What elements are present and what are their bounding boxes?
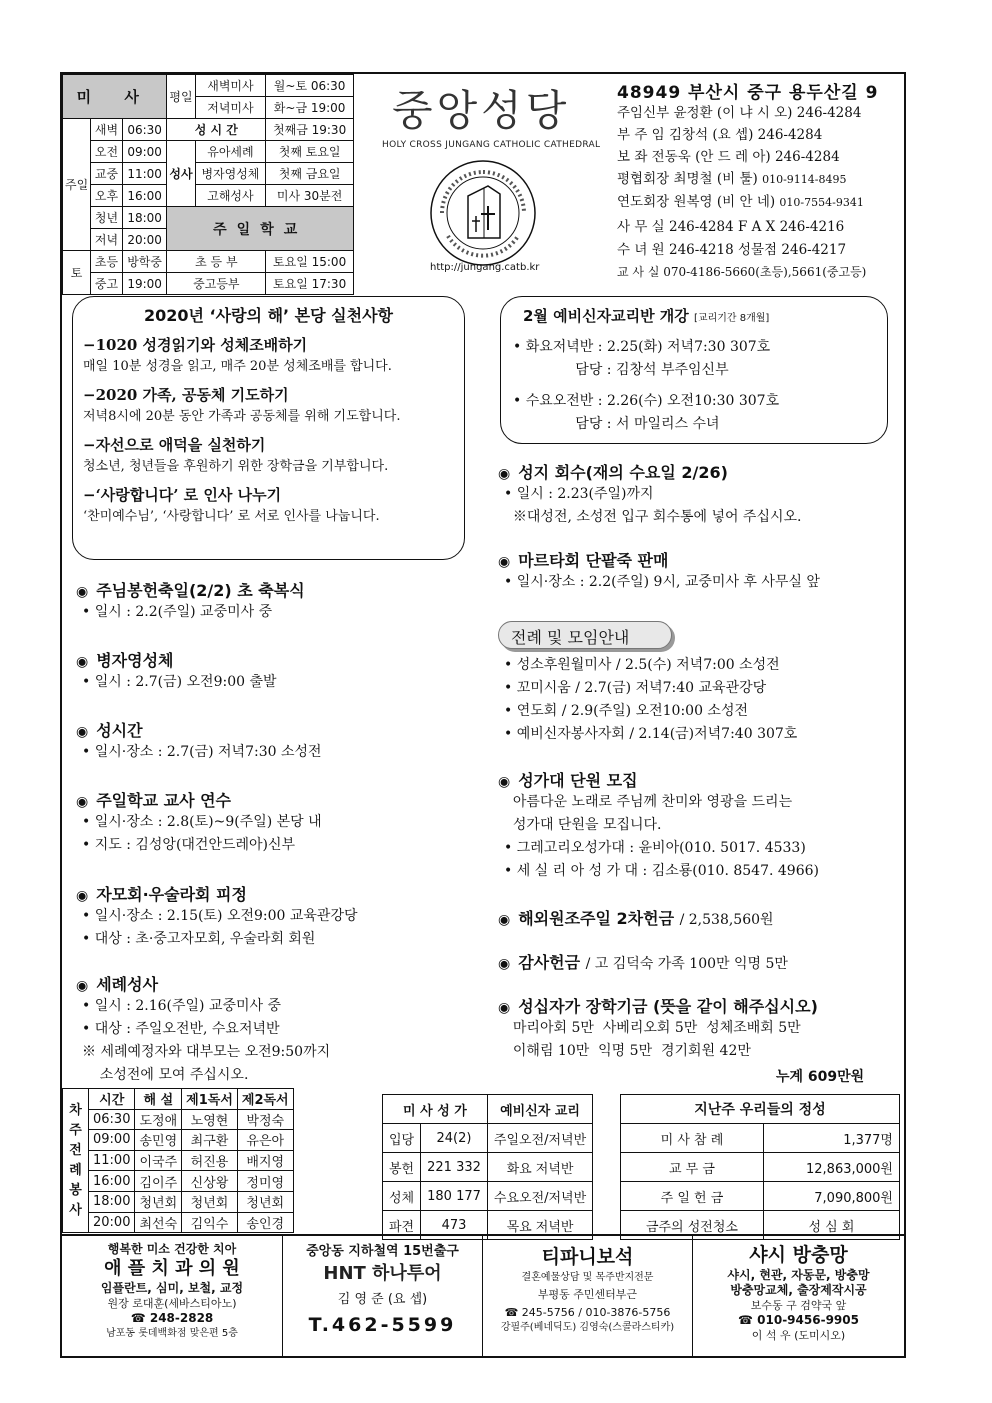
weekday-label: 평일	[167, 75, 195, 119]
love-item-desc: ‘찬미예수님’, ‘사랑합니다’ 로 서로 인사를 나눕니다.	[83, 509, 380, 524]
ads-strip	[62, 1234, 904, 1356]
notice-line: 소성전에 모여 주십시오.	[82, 1067, 249, 1083]
catechumen-row: 담당 : 김창석 부주임신부	[513, 362, 729, 378]
love-item	[83, 484, 454, 524]
notice-holy-hour: ◉ 성시간 • 일시·장소 : 2.7(금) 저녁7:30 소성전	[76, 718, 322, 764]
notice-line: • 일시·장소 : 2.2(주일) 9시, 교중미사 후 사무실 앞	[504, 574, 820, 590]
notice-line: • 일시 : 2.7(금) 오전9:00 출발	[82, 674, 277, 690]
mass-hymn-table	[382, 1094, 593, 1240]
catechumen-row: • 화요저녁반 : 2.25(화) 저녁7:30 307호	[513, 339, 771, 355]
notice-bullet-icon: ◉	[498, 1000, 511, 1016]
sunday-row-label: 새벽	[91, 119, 123, 141]
staff-row: 부 주 임 김창석 (요 셉) 246-4284	[617, 127, 823, 143]
saturday-row-label: 초등	[91, 251, 123, 273]
table-row: 미 사 참 례 1,377명	[621, 1124, 900, 1153]
parish-address: 48949 부산시 중구 용두산길 9	[617, 83, 879, 103]
sunday-row-label: 저녁	[91, 229, 123, 251]
saturday-dept-time: 토요일 15:00	[266, 251, 354, 273]
office-row: 교 사 실 070-4186-5660(초등),5661(중고등)	[617, 265, 867, 279]
notice-baptism: ◉ 세례성사 • 일시 : 2.16(주일) 교중미사 중 • 대상 : 주일오전반, 수요저녁반 ※ 세례예정자와 대부모는 오전9:50까지 소성전에 모여 주십시오.	[76, 972, 330, 1087]
notice-teacher-training: ◉ 주일학교 교사 연수 • 일시·장소 : 2.8(토)~9(주일) 본당 내 • 지도 : 김성앙(대건안드레아)신부	[76, 788, 322, 857]
next-week-service-table	[62, 1088, 294, 1233]
notice-scholarship: ◉ 성십자가 장학기금 (뜻을 같이 해주십시오) 마리아회 5만 사베리오회 5만 성체조배회 5만 이해림 10만 익명 5만 경기회원 42만	[498, 994, 818, 1063]
liturgy-section-pill: 전례 및 모임안내	[498, 621, 672, 649]
office-contacts	[617, 216, 866, 284]
notice-line: • 대상 : 초·중고자모회, 우술라회 회원	[82, 931, 316, 947]
saturday-dept: 중고등부	[167, 273, 266, 295]
table-row: 18:00 청년회 청년회 청년회	[63, 1191, 294, 1212]
table-header: 제1독서	[182, 1089, 238, 1110]
love-item-desc: 저녁8시에 20분 동안 가족과 공동체를 위해 기도합니다.	[83, 409, 401, 424]
love-item-title: −자선으로 애덕을 실천하기	[83, 436, 266, 454]
table-row: 파견 473 목요 저녁반	[383, 1211, 593, 1240]
sunday-row-time: 09:00	[122, 141, 167, 163]
notice-line: 이해림 10만 익명 5만 경기회원 42만	[504, 1043, 751, 1059]
parish-subtitle: HOLY CROSS JUNGANG CATHOLIC CATHEDRAL	[382, 140, 601, 150]
mass-label: 미 사	[63, 75, 167, 119]
liturgy-line: • 꼬미시움 / 2.7(금) 저녁7:40 교육관강당	[504, 680, 767, 696]
notice-bullet-icon: ◉	[76, 584, 89, 600]
love-year-box	[72, 296, 465, 560]
notice-overseas-aid: ◉ 해외원조주일 2차헌금 / 2,538,560원	[498, 909, 774, 928]
notice-line: • 일시·장소 : 2.7(금) 저녁7:30 소성전	[82, 744, 322, 760]
sunday-row-label: 교중	[91, 163, 123, 185]
table-row: 봉헌 221 332 화요 저녁반	[383, 1153, 593, 1182]
sunday-row-label: 청년	[91, 207, 123, 229]
notice-line: 아름다운 노래로 주님께 찬미와 영광을 드리는	[504, 794, 793, 810]
sacrament-label: 성사	[167, 141, 195, 207]
notice-bullet-icon: ◉	[76, 888, 89, 904]
love-item	[83, 384, 454, 424]
love-year-title: 2020년 ‘사랑의 해’ 본당 실천사항	[144, 306, 393, 325]
liturgy-line: • 성소후원월미사 / 2.5(수) 저녁7:00 소성전	[504, 657, 780, 673]
sacrament-row-label: 병자영성체	[195, 163, 266, 185]
table-header: 제2독서	[237, 1089, 293, 1110]
last-week-offering-table	[620, 1094, 900, 1240]
sunday-row-time: 06:30	[122, 119, 167, 141]
notice-line: ※대성전, 소성전 입구 회수통에 넣어 주십시오.	[504, 509, 802, 525]
notice-line: • 그레고리오성가대 : 윤비아(010. 5017. 4533)	[504, 840, 806, 856]
notice-bullet-icon: ◉	[498, 466, 511, 482]
bulletin-page	[60, 72, 906, 1358]
weekday-row-time: 월~토 06:30	[266, 75, 354, 97]
holy-hour-time: 첫째금 19:30	[266, 119, 354, 141]
parish-seal-logo	[428, 158, 538, 268]
table-row: 교 무 금 12,863,000원	[621, 1153, 900, 1182]
sunday-row-label: 오전	[91, 141, 123, 163]
parish-title: 중앙성당	[392, 86, 571, 135]
love-item-desc: 매일 10분 성경을 읽고, 매주 20분 성체조배를 합니다.	[83, 359, 392, 374]
sunday-school-label: 주일학교	[167, 207, 354, 251]
notice-line: • 지도 : 김성앙(대건안드레아)신부	[82, 837, 296, 853]
liturgy-line: • 예비신자봉사자회 / 2.14(금)저녁7:40 307호	[504, 726, 798, 742]
notice-line: 마리아회 5만 사베리오회 5만 성체조배회 5만	[504, 1020, 801, 1036]
parish-url[interactable]: http://jungang.catb.kr	[430, 262, 540, 273]
saturday-row-time: 방학중	[122, 251, 167, 273]
notice-palm-collection: ◉ 성지 회수(재의 수요일 2/26) • 일시 : 2.23(주일)까지 ※대성전, 소성전 입구 회수통에 넣어 주십시오.	[498, 460, 801, 529]
notice-line: • 대상 : 주일오전반, 수요저녁반	[82, 1021, 280, 1037]
notice-line: • 일시 : 2.23(주일)까지	[504, 486, 654, 502]
notice-bullet-icon: ◉	[76, 794, 89, 810]
office-row: 수 녀 원 246-4218 성물점 246-4217	[617, 241, 847, 258]
saturday-dept-time: 토요일 17:30	[266, 273, 354, 295]
next-week-side-label: 차주전례봉사	[63, 1089, 89, 1233]
table-header: 시간	[89, 1089, 135, 1110]
table-header: 예비신자 교리	[487, 1095, 592, 1124]
table-row: 금주의 성전청소 성 심 회	[621, 1211, 900, 1240]
love-item-title: −‘사랑합니다’ 로 인사 나누기	[83, 486, 282, 504]
table-header: 미 사 성 가	[383, 1095, 488, 1124]
table-row: 20:00 최선숙 김익수 송인경	[63, 1212, 294, 1233]
sacrament-row-time: 첫째 토요일	[266, 141, 354, 163]
table-row: 16:00 김이주 신상왕 정미영	[63, 1171, 294, 1192]
sunday-label: 주일	[63, 119, 91, 251]
table-row: 09:00 송민영 최구환 유은아	[63, 1130, 294, 1151]
notice-bullet-icon: ◉	[498, 554, 511, 570]
ad-travel[interactable]: 중앙동 지하철역 15번출구 HNT 하나투어 김 영 준 (요 셉) T.462-5599	[282, 1236, 482, 1358]
table-row: 입당 24(2) 주일오전/저녁반	[383, 1124, 593, 1153]
ad-jewelry[interactable]: 티파니보석 결혼예물상담 및 목주반지전문 부평동 주민센터부근 ☎ 245-5756 / 010-3876-5756 강필주(베네딕도) 김영숙(스콜라스티카)	[482, 1236, 692, 1358]
saturday-dept: 초 등 부	[167, 251, 266, 273]
love-item-title: −1020 성경읽기와 성체조배하기	[83, 336, 308, 354]
table-header: 지난주 우리들의 정성	[621, 1095, 900, 1124]
ad-window-screen[interactable]: 샤시 방충망 샤시, 현관, 자동문, 방충망 방충망교체, 출장제작시공 보수동 구 검약국 앞 ☎ 010-9456-9905 이 석 우 (도미시오)	[692, 1236, 904, 1358]
notice-bullet-icon: ◉	[498, 912, 511, 928]
notice-line: ※ 세례예정자와 대부모는 오전9:50까지	[82, 1044, 331, 1060]
sunday-row-time: 20:00	[122, 229, 167, 251]
saturday-label: 토	[63, 251, 91, 295]
holy-hour-label: 성 시 간	[167, 119, 266, 141]
weekday-row-label: 새벽미사	[195, 75, 266, 97]
notice-retreat: ◉ 자모회·우술라회 피정 • 일시·장소 : 2.15(토) 오전9:00 교육관강당 • 대상 : 초·중고자모회, 우술라회 회원	[76, 882, 358, 951]
love-item-desc: 청소년, 청년들을 후원하기 위한 장학금을 기부합니다.	[83, 459, 389, 474]
table-row: 11:00 이국주 허진용 배지영	[63, 1150, 294, 1171]
sacrament-row-time: 미사 30분전	[266, 185, 354, 207]
notice-bullet-icon: ◉	[76, 724, 89, 740]
catechumen-title: 2월 예비신자교리반 개강 [교리기간 8개월]	[523, 307, 770, 325]
notice-line: • 일시·장소 : 2.15(토) 오전9:00 교육관강당	[82, 908, 358, 924]
saturday-row-time: 19:00	[122, 273, 167, 295]
weekday-row-time: 화~금 19:00	[266, 97, 354, 119]
staff-row: 주임신부 윤정환 (이 냐 시 오) 246-4284	[617, 105, 862, 121]
notice-bullet-icon: ◉	[498, 956, 511, 972]
table-row: 주 일 헌 금 7,090,800원	[621, 1182, 900, 1211]
sacrament-row-label: 고해성사	[195, 185, 266, 207]
mass-schedule-table	[62, 74, 354, 295]
notice-bullet-icon: ◉	[498, 774, 511, 790]
notice-candlemas: ◉ 주님봉헌축일(2/2) 초 축복식 • 일시 : 2.2(주일) 교중미사 중	[76, 578, 305, 624]
notice-line: • 일시 : 2.16(주일) 교중미사 중	[82, 998, 282, 1014]
staff-list	[617, 102, 864, 214]
office-row: 사 무 실 246-4284 F A X 246-4216	[617, 219, 845, 235]
notice-martha-sale: ◉ 마르타회 단팥죽 판매 • 일시·장소 : 2.2(주일) 9시, 교중미사 후 사무실 앞	[498, 548, 820, 594]
ad-dental[interactable]: 행복한 미소 건강한 치아 애 플 치 과 의 원 임플란트, 심미, 보철, 교정 원장 로대훈(세바스티아노) ☎ 248-2828 남포동 롯데백화점 맞은편 5층	[100, 1242, 244, 1339]
sunday-row-time: 11:00	[122, 163, 167, 185]
love-item	[83, 434, 454, 474]
love-item-title: −2020 가족, 공동체 기도하기	[83, 386, 289, 404]
notice-thanks-offering: ◉ 감사헌금 / 고 김덕숙 가족 100만 익명 5만	[498, 953, 788, 972]
notice-line: • 세 실 리 아 성 가 대 : 김소룡(010. 8547. 4966)	[504, 863, 819, 879]
saturday-row-label: 중고	[91, 273, 123, 295]
staff-row: 평협회장 최명철 (비 툴) 010-9114-8495	[617, 171, 847, 187]
love-item	[83, 334, 454, 374]
sacrament-row-time: 첫째 금요일	[266, 163, 354, 185]
notice-bullet-icon: ◉	[76, 654, 89, 670]
catechumen-row: • 수요오전반 : 2.26(수) 오전10:30 307호	[513, 393, 780, 409]
sunday-row-label: 오후	[91, 185, 123, 207]
notice-bullet-icon: ◉	[76, 978, 89, 994]
staff-row: 보 좌 전동욱 (안 드 레 아) 246-4284	[617, 149, 840, 165]
catechumen-box	[500, 296, 888, 444]
staff-row: 연도회장 원복영 (비 안 네) 010-7554-9341	[617, 194, 864, 210]
notice-line: • 일시 : 2.2(주일) 교중미사 중	[82, 604, 273, 620]
notice-choir: ◉ 성가대 단원 모집 아름다운 노래로 주님께 찬미와 영광을 드리는 성가대 단원을 모집니다. • 그레고리오성가대 : 윤비아(010. 5017. 4533) • 세 실 리 아 성 가 대 : 김소룡(010. 8547. 4966)	[498, 768, 819, 883]
catechumen-row: 담당 : 서 마일리스 수녀	[513, 416, 720, 432]
notice-line: 성가대 단원을 모집니다.	[504, 817, 662, 833]
sunday-row-time: 18:00	[122, 207, 167, 229]
liturgy-list	[498, 654, 797, 746]
sacrament-row-label: 유아세례	[195, 141, 266, 163]
liturgy-line: • 연도회 / 2.9(주일) 오전10:00 소성전	[504, 703, 748, 719]
table-row: 성체 180 177 수요오전/저녁반	[383, 1182, 593, 1211]
sunday-row-time: 16:00	[122, 185, 167, 207]
table-row: 06:30 도정애 노영현 박정숙	[63, 1109, 294, 1130]
notice-sick-communion: ◉ 병자영성체 • 일시 : 2.7(금) 오전9:00 출발	[76, 648, 277, 694]
table-header: 해 설	[135, 1089, 182, 1110]
notice-line: • 일시·장소 : 2.8(토)~9(주일) 본당 내	[82, 814, 322, 830]
scholarship-total: 누계 609만원	[776, 1069, 865, 1085]
weekday-row-label: 저녁미사	[195, 97, 266, 119]
